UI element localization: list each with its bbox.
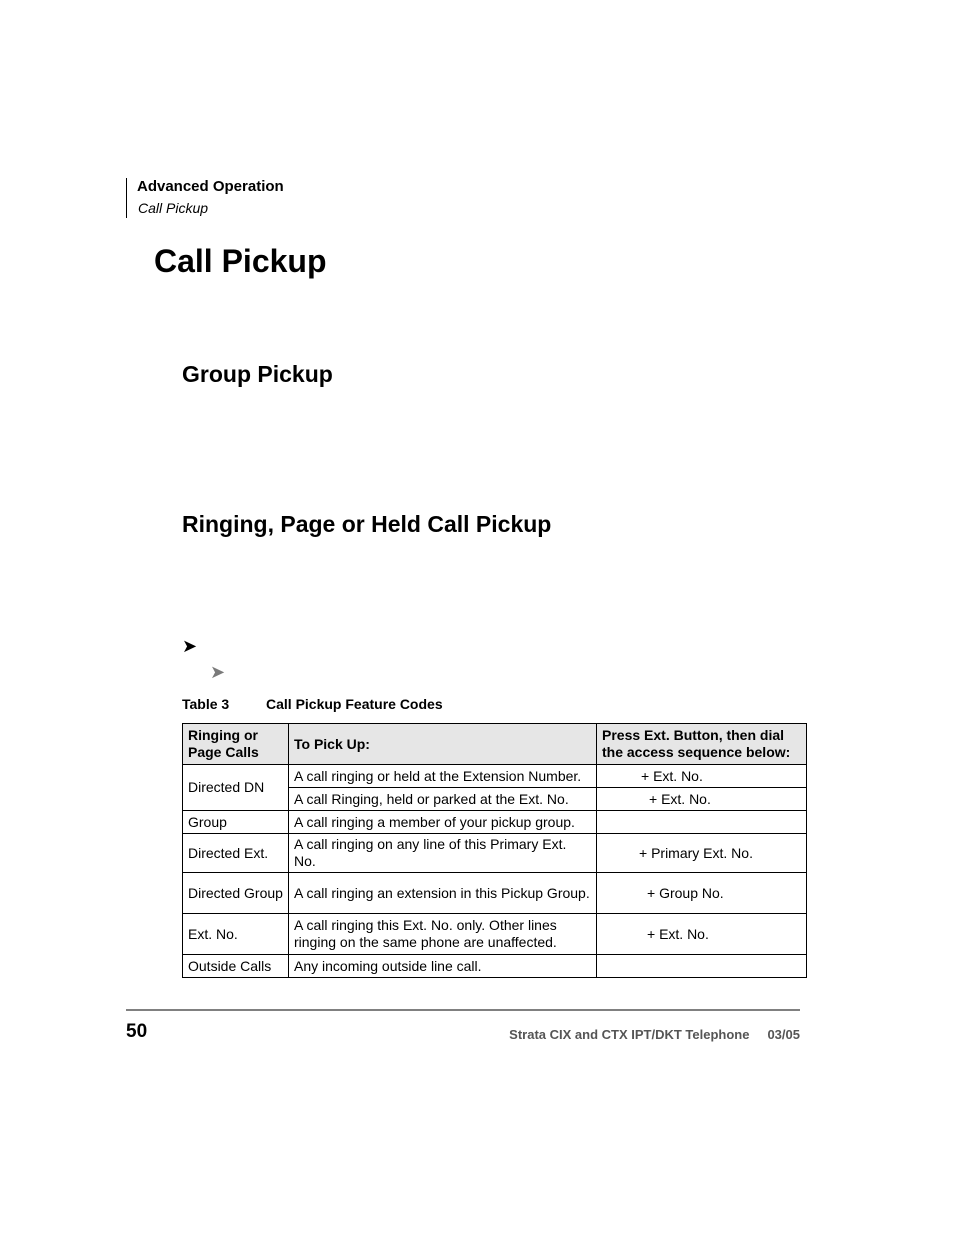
cell-dial-sequence: + Primary Ext. No. xyxy=(597,834,807,873)
cell-call-type: Outside Calls xyxy=(183,955,289,978)
header-access-sequence: Press Ext. Button, then dial the access sequence below: xyxy=(597,724,807,765)
cell-dial-sequence: + Group No. xyxy=(597,873,807,914)
heading-group-pickup: Group Pickup xyxy=(182,361,333,387)
cell-dial-sequence: + Ext. No. xyxy=(597,765,807,788)
running-header-subsection: Call Pickup xyxy=(138,200,209,216)
substep-arrow-icon: ➤ xyxy=(210,662,226,682)
cell-call-type: Directed DN xyxy=(183,765,289,811)
table-row xyxy=(183,834,807,873)
footer-doc-info xyxy=(509,1027,800,1042)
cell-pickup-description: A call ringing on any line of this Primary Ext. No. xyxy=(289,834,597,873)
cell-dial-sequence xyxy=(597,955,807,978)
page-title: Call Pickup xyxy=(154,243,327,279)
table-row xyxy=(183,811,807,834)
cell-call-type: Directed Ext. xyxy=(183,834,289,873)
header-rule xyxy=(126,178,127,218)
table-header-row xyxy=(183,724,807,765)
cell-pickup-description: A call ringing this Ext. No. only. Other lines ringing on the same phone are unaffected. xyxy=(289,914,597,955)
cell-dial-sequence: + Ext. No. xyxy=(597,788,807,811)
header-to-pick-up: To Pick Up: xyxy=(289,724,597,765)
cell-dial-sequence xyxy=(597,811,807,834)
cell-dial-sequence: + Ext. No. xyxy=(597,914,807,955)
cell-pickup-description: A call ringing an extension in this Pickup Group. xyxy=(289,873,597,914)
call-pickup-feature-codes-table xyxy=(182,723,807,978)
table-row xyxy=(183,765,807,788)
footer-date: 03/05 xyxy=(767,1027,800,1042)
cell-call-type: Ext. No. xyxy=(183,914,289,955)
table-caption-title: Call Pickup Feature Codes xyxy=(266,696,443,712)
page-number: 50 xyxy=(126,1021,148,1042)
heading-ringing-page-held-pickup: Ringing, Page or Held Call Pickup xyxy=(182,511,552,537)
cell-call-type: Directed Group xyxy=(183,873,289,914)
step-arrow-icon: ➤ xyxy=(182,636,198,656)
cell-pickup-description: Any incoming outside line call. xyxy=(289,955,597,978)
cell-call-type: Group xyxy=(183,811,289,834)
table-caption-number: Table 3 xyxy=(182,696,230,712)
header-ringing-or-page-calls: Ringing or Page Calls xyxy=(183,724,289,765)
cell-pickup-description: A call ringing or held at the Extension Number. xyxy=(289,765,597,788)
running-header-section: Advanced Operation xyxy=(137,178,284,195)
footer-doc-title: Strata CIX and CTX IPT/DKT Telephone xyxy=(509,1027,750,1042)
table-row xyxy=(183,955,807,978)
cell-pickup-description: A call Ringing, held or parked at the Ext. No. xyxy=(289,788,597,811)
footer-rule xyxy=(126,1009,800,1011)
table-row xyxy=(183,914,807,955)
cell-pickup-description: A call ringing a member of your pickup group. xyxy=(289,811,597,834)
table-row xyxy=(183,873,807,914)
table-caption xyxy=(182,696,443,712)
